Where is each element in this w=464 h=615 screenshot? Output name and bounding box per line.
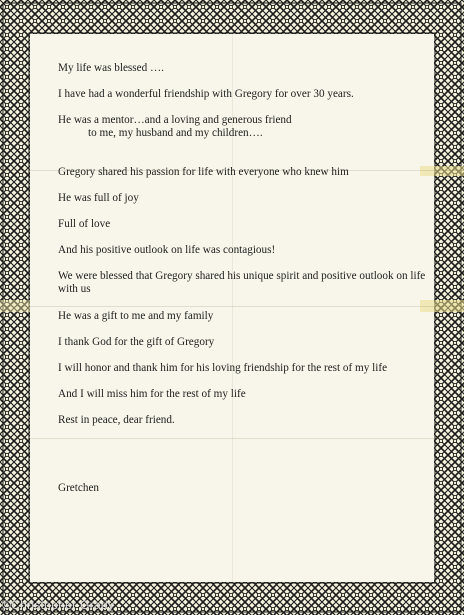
- letter-line: Full of love: [58, 218, 111, 230]
- letter-line: He was a mentor…and a loving and generous friend: [58, 114, 292, 126]
- letter-line: Gregory shared his passion for life with everyone who knew him: [58, 166, 349, 178]
- letter-paragraph: We were blessed that Gregory shared his unique spirit and positive outlook on life with us: [58, 270, 426, 295]
- copyright-watermark: ©Christopher Grady: [2, 598, 115, 612]
- letter-line: I have had a wonderful friendship with Gregory for over 30 years.: [58, 88, 354, 100]
- letter-line: He was a gift to me and my family: [58, 310, 214, 322]
- letter-line: I will honor and thank him for his loving friendship for the rest of my life: [58, 362, 388, 374]
- letter-line: My life was blessed ….: [58, 62, 164, 74]
- letter-line: And his positive outlook on life was contagious!: [58, 244, 276, 256]
- signature: Gretchen: [58, 482, 99, 494]
- letter-line: He was full of joy: [58, 192, 139, 204]
- letter-line: to me, my husband and my children….: [88, 127, 263, 139]
- letter-paragraph: [58, 114, 428, 140]
- letter-line: I thank God for the gift of Gregory: [58, 336, 215, 348]
- letter-line: And I will miss him for the rest of my life: [58, 388, 246, 400]
- letter-line: Rest in peace, dear friend.: [58, 414, 175, 426]
